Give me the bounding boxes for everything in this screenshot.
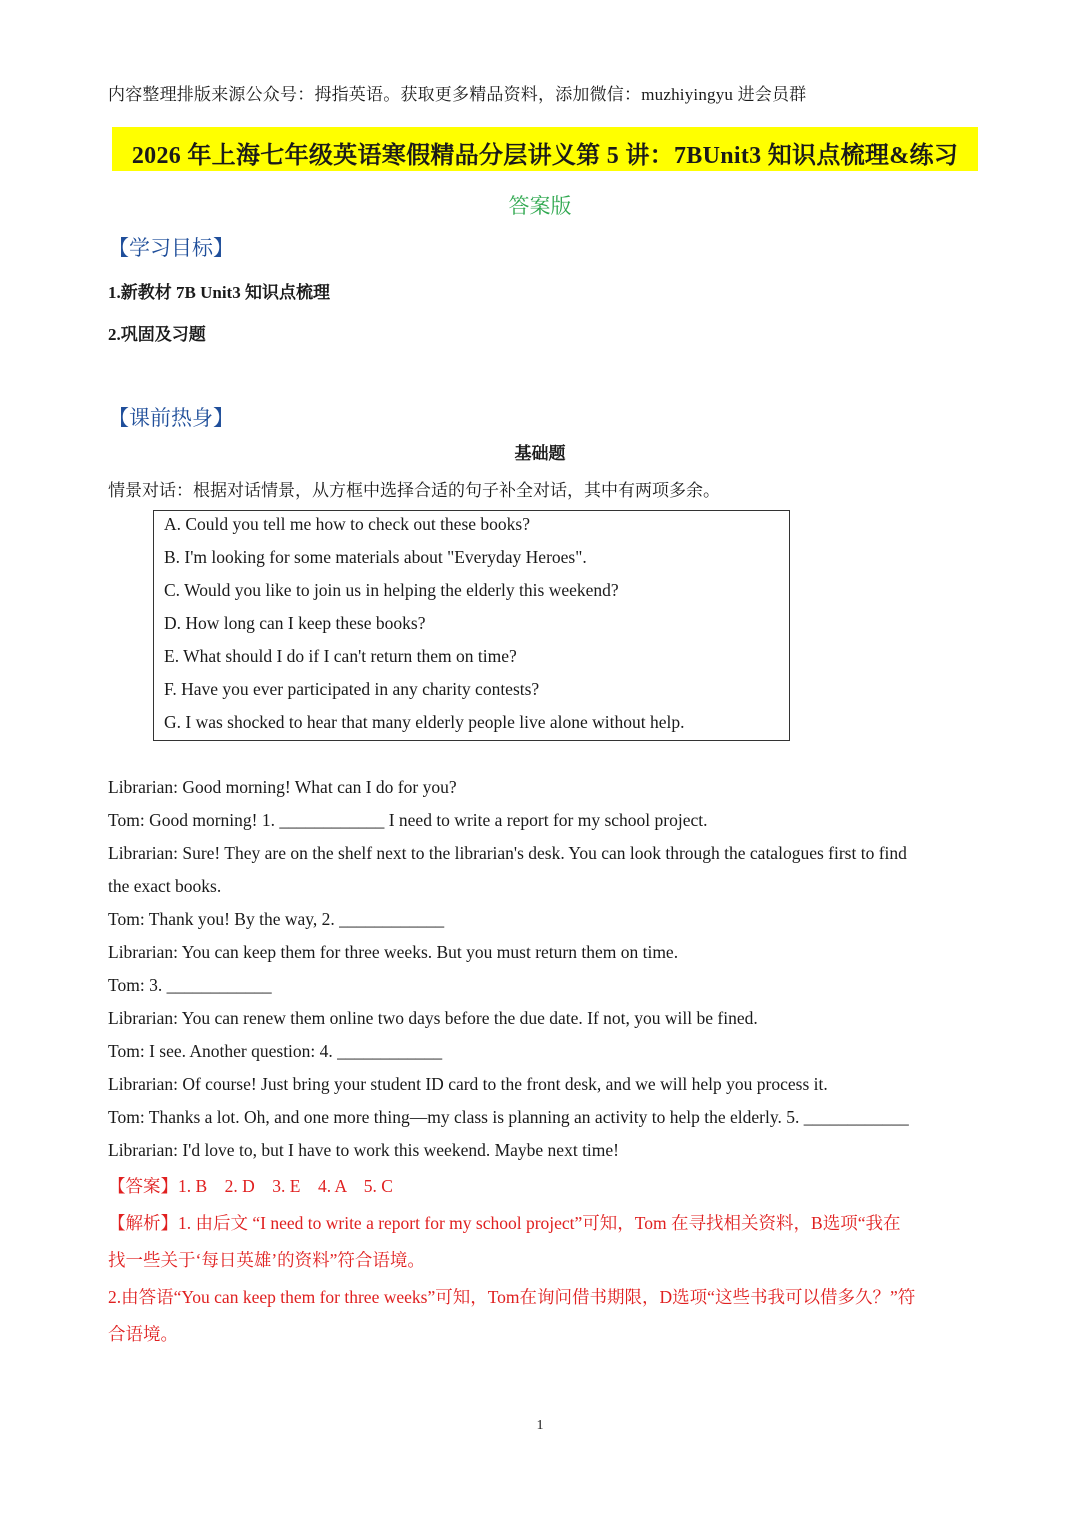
objective-item-1: 1.新教材 7B Unit3 知识点梳理 [108, 283, 330, 302]
answer-line [108, 1173, 393, 1198]
objectives-heading: 【学习目标】 [108, 236, 234, 260]
option-d: D. How long can I keep these books? [164, 613, 426, 633]
option-g: G. I was shocked to hear that many elderly people live alone without help. [164, 712, 685, 732]
dialogue-line: Librarian: I'd love to, but I have to work this weekend. Maybe next time! [108, 1140, 619, 1160]
options-box [153, 510, 790, 741]
analysis-text: 1. 由后文 “I need to write a report for my school project”可知，Tom 在寻找相关资料，B选项“我在 [178, 1213, 901, 1233]
warmup-heading: 【课前热身】 [108, 406, 234, 430]
dialogue-line: Librarian: You can keep them for three weeks. But you must return them on time. [108, 942, 679, 962]
dialogue-line: Librarian: Of course! Just bring your student ID card to the front desk, and we will help you process it. [108, 1074, 828, 1094]
source-note: 内容整理排版来源公众号：拇指英语。获取更多精品资料，添加微信：muzhiyingyu 进会员群 [108, 85, 807, 104]
dialogue-line: Librarian: Good morning! What can I do for you? [108, 777, 457, 797]
option-e: E. What should I do if I can't return them on time? [164, 646, 517, 666]
analysis-line: 找一些关于‘每日英雄’的资料”符合语境。 [108, 1250, 425, 1270]
dialogue-line: the exact books. [108, 876, 222, 896]
objective-item-2: 2.巩固及习题 [108, 325, 206, 344]
dialogue-line: Tom: Thank you! By the way, 2. ____________ [108, 909, 445, 929]
option-c: C. Would you like to join us in helping the elderly this weekend? [164, 580, 619, 600]
answer-label: 【答案】 [108, 1176, 178, 1196]
option-b: B. I'm looking for some materials about "Everyday Heroes". [164, 547, 587, 567]
analysis-label: 【解析】 [108, 1213, 178, 1233]
difficulty-label: 基础题 [514, 444, 566, 463]
dialogue-line: Librarian: You can renew them online two days before the due date. If not, you will be fined. [108, 1008, 758, 1028]
dialogue-line: Tom: Good morning! 1. ____________ I need to write a report for my school project. [108, 810, 708, 830]
dialogue-line: Tom: Thanks a lot. Oh, and one more thing—my class is planning an activity to help the elderly. 5. ____________ [108, 1107, 909, 1127]
dialogue-line: Tom: I see. Another question: 4. ____________ [108, 1041, 443, 1061]
dialogue-line: Tom: 3. ____________ [108, 975, 272, 995]
analysis-line: 合语境。 [108, 1324, 178, 1344]
page-title: 2026 年上海七年级英语寒假精品分层讲义第 5 讲：7BUnit3 知识点梳理&练习 [131, 143, 959, 169]
option-f: F. Have you ever participated in any charity contests? [164, 679, 540, 699]
page-number: 1 [536, 1418, 544, 1433]
answer-version-label: 答案版 [508, 194, 572, 218]
analysis-line: 2.由答语“You can keep them for three weeks”可知，Tom在询问借书期限，D选项“这些书我可以借多久？”符 [108, 1287, 916, 1307]
dialogue-line: Librarian: Sure! They are on the shelf next to the librarian's desk. You can look through the catalogues first to find [108, 843, 907, 863]
analysis-line [108, 1210, 900, 1235]
exercise-instruction: 情景对话：根据对话情景，从方框中选择合适的句子补全对话，其中有两项多余。 [108, 481, 720, 500]
option-a: A. Could you tell me how to check out these books? [164, 514, 530, 534]
answer-text: 1. B 2. D 3. E 4. A 5. C [178, 1176, 393, 1196]
